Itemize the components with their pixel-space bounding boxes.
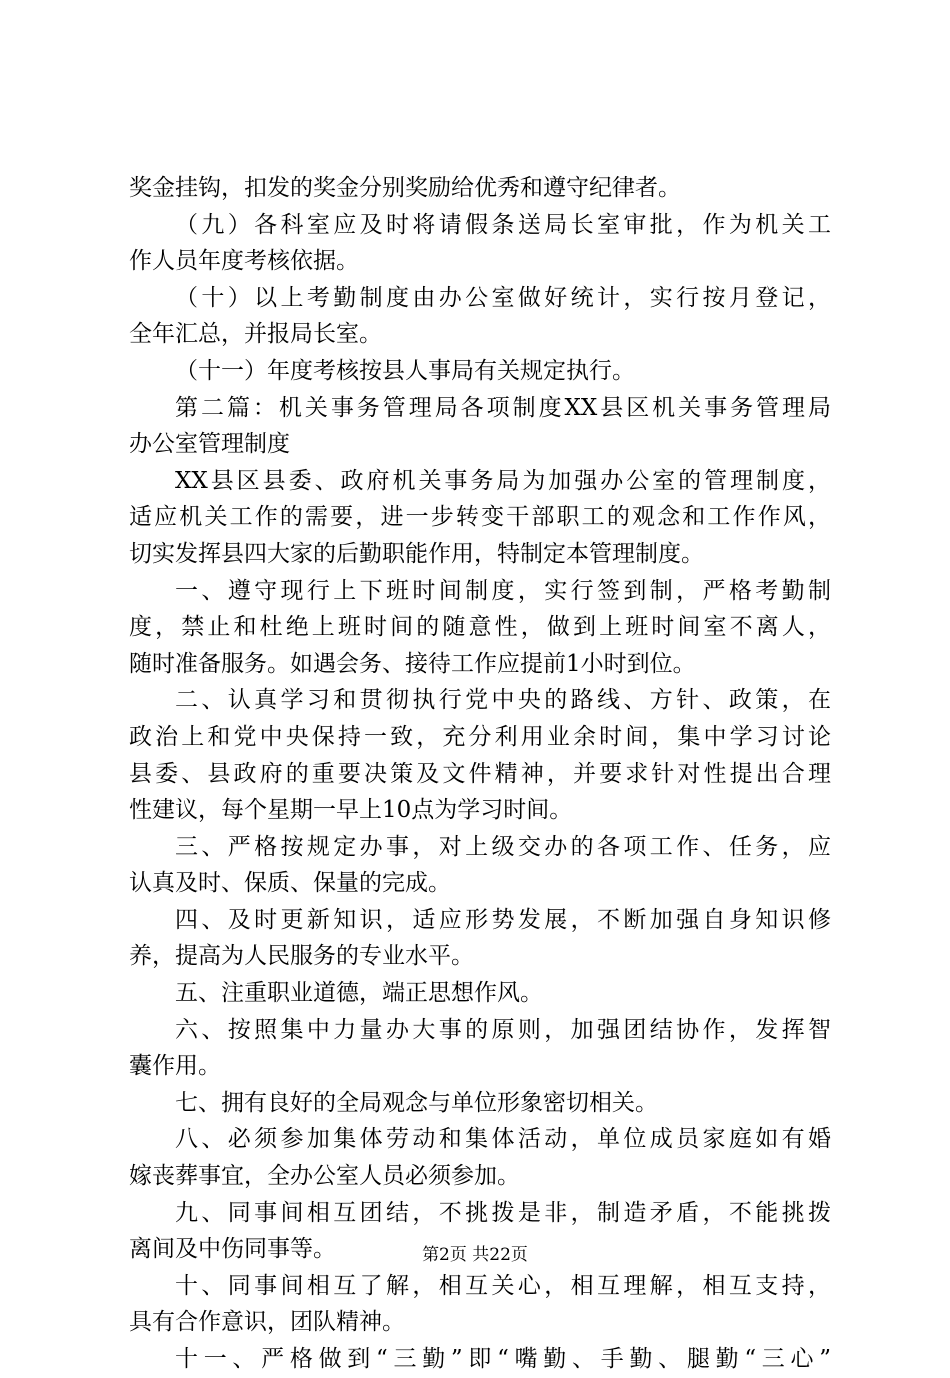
text-line: 性建议，每个星期一早上10点为学习时间。 (129, 797, 573, 824)
text-line: 囊作用。 (129, 1053, 221, 1080)
document-body (129, 170, 831, 1378)
text-line: 三、严格按规定办事，对上级交办的各项工作、任务，应 (175, 833, 831, 860)
text-line: 养，提高为人民服务的专业水平。 (129, 943, 474, 970)
text-line: 离间及中伤同事等。 (129, 1236, 336, 1263)
text-line: （十一）年度考核按县人事局有关规定执行。 (175, 357, 635, 384)
text-line: 十一、严格做到“三勤”即“嘴勤、手勤、腿勤“三心” (175, 1346, 831, 1372)
text-line: 办公室管理制度 (129, 431, 290, 458)
text-line: 五、注重职业道德，端正思想作风。 (175, 980, 543, 1007)
text-line: 四、及时更新知识，适应形势发展，不断加强自身知识修 (175, 906, 831, 933)
text-line: 作人员年度考核依据。 (129, 248, 359, 275)
text-line: 认真及时、保质、保量的完成。 (129, 870, 451, 897)
text-line: 七、拥有良好的全局观念与单位形象密切相关。 (175, 1089, 658, 1116)
text-line: 八、必须参加集体劳动和集体活动，单位成员家庭如有婚 (175, 1126, 831, 1153)
text-line: XX县区县委、政府机关事务局为加强办公室的管理制度， (175, 467, 831, 494)
text-line: 切实发挥县四大家的后勤职能作用，特制定本管理制度。 (129, 540, 704, 567)
text-line: （九）各科室应及时将请假条送局长室审批，作为机关工 (175, 211, 831, 238)
text-line: 一、遵守现行上下班时间制度，实行签到制，严格考勤制 (175, 577, 831, 604)
text-line: 九、同事间相互团结，不挑拨是非，制造矛盾，不能挑拨 (175, 1199, 831, 1226)
text-line: （十）以上考勤制度由办公室做好统计，实行按月登记， (175, 284, 831, 311)
text-line: 十、同事间相互了解，相互关心，相互理解，相互支持， (175, 1272, 831, 1299)
text-line: 随时准备服务。如遇会务、接待工作应提前1小时到位。 (129, 650, 696, 677)
page-footer: 第2页 共22页 (422, 1245, 528, 1265)
text-line: 政治上和党中央保持一致，充分利用业余时间，集中学习讨论 (129, 723, 831, 750)
text-line: 具有合作意识，团队精神。 (129, 1309, 405, 1336)
text-line: 二、认真学习和贯彻执行党中央的路线、方针、政策，在 (175, 687, 831, 714)
text-line: 县委、县政府的重要决策及文件精神，并要求针对性提出合理 (129, 760, 831, 787)
text-line: 第二篇：机关事务管理局各项制度XX县区机关事务管理局 (175, 394, 831, 421)
text-line: 六、按照集中力量办大事的原则，加强团结协作，发挥智 (175, 1016, 831, 1043)
text-line: 全年汇总，并报局长室。 (129, 321, 382, 348)
text-line: 度，禁止和杜绝上班时间的随意性，做到上班时间室不离人， (129, 614, 831, 641)
text-line: 适应机关工作的需要，进一步转变干部职工的观念和工作作风， (129, 504, 831, 531)
text-line: 嫁丧葬事宜，全办公室人员必须参加。 (129, 1163, 520, 1190)
text-line: 奖金挂钩，扣发的奖金分别奖励给优秀和遵守纪律者。 (129, 175, 681, 201)
